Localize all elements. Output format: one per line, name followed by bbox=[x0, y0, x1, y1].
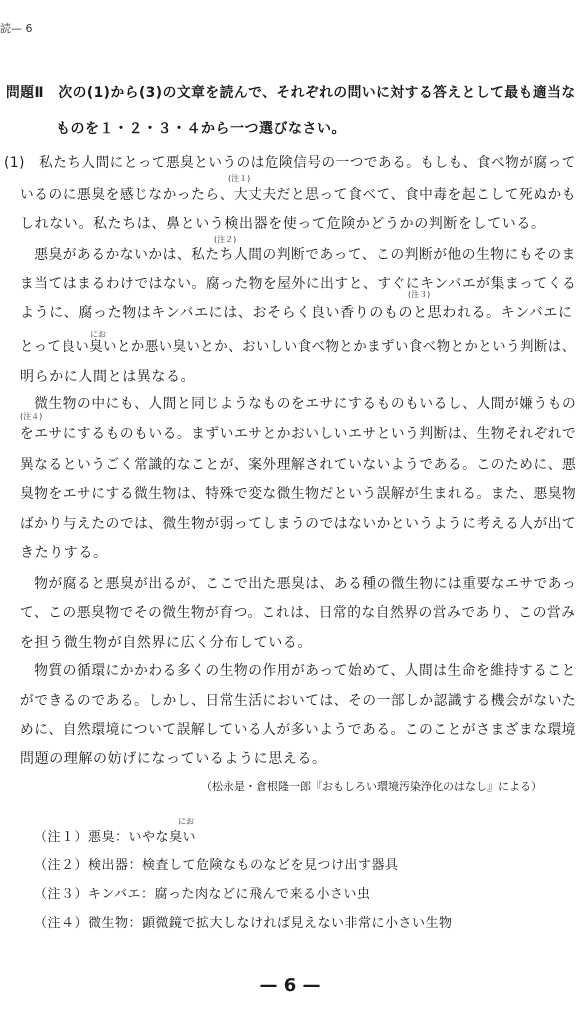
passage-line-1: (1) 私たち人間にとって悪臭というのは危険信号の一つである。もしも、食べ物が腐って bbox=[4, 155, 576, 171]
page-header-label: 読— 6 bbox=[0, 22, 33, 35]
footnote-1: （注１）悪臭：いやな臭い bbox=[34, 830, 197, 845]
footnote-4: （注４）微生物：顕微鏡で拡大しなければ見えない非常に小さい生物 bbox=[34, 916, 453, 931]
passage-line-13: ばかり与えたのでは、微生物が弱ってしまうのではないかというように考える人が出て bbox=[20, 516, 577, 532]
passage-line-21: 問題の理解の妨げになっているように思える。 bbox=[20, 751, 327, 767]
annotation-note1: (注１) bbox=[228, 174, 251, 183]
passage-line-15: 物が腐ると悪臭が出るが、ここで出た悪臭は、ある種の微生物には重要なエサであっ bbox=[20, 576, 577, 592]
passage-line-5: ま当てはまるわけではない。腐った物を屋外に出すと、すぐにキンバエが集まってくる bbox=[20, 276, 577, 292]
annotation-ruby-nioi-notes: にお bbox=[178, 817, 194, 826]
annotation-ruby-nioi: にお bbox=[90, 330, 106, 339]
annotation-note4: (注４) bbox=[20, 412, 43, 421]
passage-line-19: ができるのである。しかし、日常生活においては、その一部しか認識する機会がないた bbox=[20, 693, 577, 709]
annotation-note3: (注３) bbox=[408, 290, 431, 299]
passage-line-10: をエサにするものもいる。まずいエサとかおいしいエサという判断は、生物それぞれで bbox=[20, 426, 577, 442]
passage-line-2: いるのに悪臭を感じなかったら、大丈夫だと思って食べて、食中毒を起こして死ぬかも bbox=[20, 187, 577, 203]
passage-line-16: て、この悪臭物でその微生物が育つ。これは、日常的な自然界の営みであり、この営み bbox=[20, 605, 576, 621]
passage-line-3: しれない。私たちは、鼻という検出器を使って危険かどうかの判断をしている。 bbox=[20, 216, 546, 232]
passage-line-18: 物質の循環にかかわる多くの生物の作用があって始めて、人間は生命を維持すること bbox=[20, 663, 576, 679]
footnote-2: （注２）検出器：検査して危険なものなどを見つけ出す器具 bbox=[34, 858, 399, 873]
passage-line-4: 悪臭があるかないかは、私たち人間の判断であって、この判断が他の生物にもそのま bbox=[20, 247, 576, 263]
passage-line-11: 異なるというごく常識的なことが、案外理解されていないようである。このために、悪 bbox=[20, 457, 577, 473]
source-citation: （松永是・倉根隆一郎『おもしろい環境汚染浄化のはなし』による） bbox=[201, 780, 542, 793]
page-number: — 6 — bbox=[259, 975, 321, 996]
question-title-line1: 問題Ⅱ 次の(1)から(3)の文章を読んで、それぞれの問いに対する答えとして最も適当な bbox=[6, 85, 576, 101]
annotation-note2: (注２) bbox=[214, 235, 237, 244]
passage-line-14: きたりする。 bbox=[20, 545, 108, 561]
passage-line-6: ように、腐った物はキンバエには、おそらく良い香りのものと思われる。キンバエに bbox=[20, 305, 573, 321]
passage-line-17: を担う微生物が自然界に広く分布している。 bbox=[20, 635, 312, 651]
question-title-line2: ものを１・２・３・４から一つ選びなさい。 bbox=[56, 121, 346, 137]
passage-line-7: とって良い臭いとか悪い臭いとか、おいしい食べ物とかまずい食べ物とかという判断は、 bbox=[20, 339, 576, 355]
passage-line-8: 明らかに人間とは異なる。 bbox=[20, 369, 196, 385]
passage-line-12: 臭物をエサにする微生物は、特殊で変な微生物だという誤解が生まれる。また、悪臭物 bbox=[20, 486, 577, 502]
passage-line-20: めに、自然環境について誤解している人が多いようである。このことがさまざまな環境 bbox=[20, 722, 577, 738]
footnote-3: （注３）キンバエ：腐った肉などに飛んで来る小さい虫 bbox=[34, 887, 371, 902]
passage-line-9: 微生物の中にも、人間と同じようなものをエサにするものもいるし、人間が嫌うもの bbox=[20, 396, 577, 412]
